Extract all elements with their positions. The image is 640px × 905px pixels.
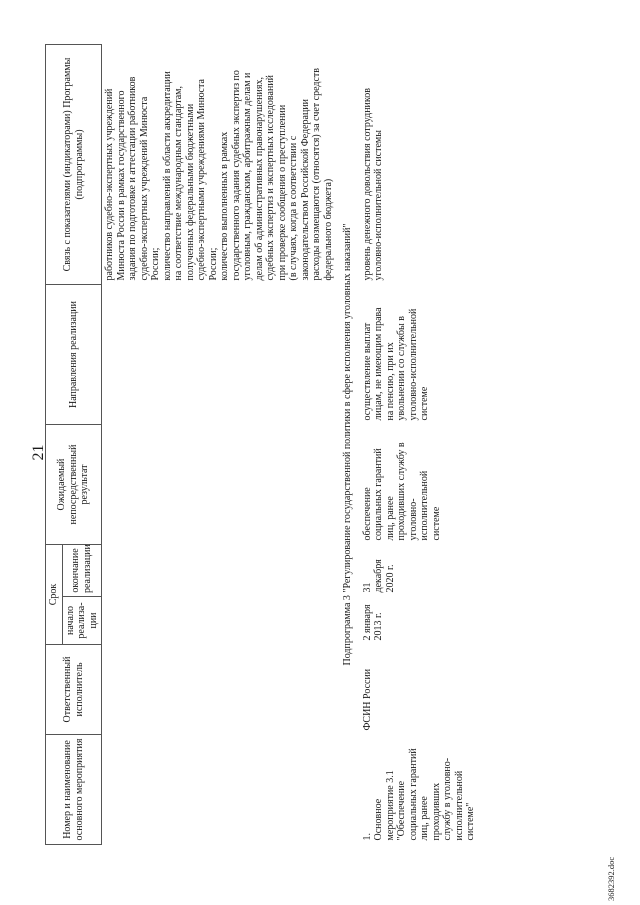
measure-name: 1. Основное мероприятие 3.1 "Обеспечение социальных гарантий лиц, ранее проходивших службу в уголовно- исполнительной системе" — [361, 748, 476, 841]
page-number: 21 — [30, 444, 47, 461]
header-term-end: окончание реализации — [62, 545, 102, 597]
subprogram-row — [336, 45, 360, 845]
table-row — [360, 45, 479, 845]
directions-cell: осуществление выплат лицам, не имеющим права на пенсию, при их увольнении со службы в уголовно-исполнительной системе — [361, 307, 430, 421]
continuation-row — [102, 45, 337, 845]
header-executor: Ответственный исполнитель — [46, 645, 102, 735]
subprogram-title: Подпрограмма 3 "Регулирование государственной политики в сфере исполнения уголовных наказаний" — [342, 223, 353, 666]
header-term: Срок — [46, 545, 63, 645]
program-table — [45, 44, 479, 845]
header-directions: Направления реализации — [46, 285, 102, 425]
header-expected-result: Ожидаемый непосредственный результат — [46, 425, 102, 545]
executor-cell: ФСИН России — [361, 668, 373, 731]
term-end-cell: 31 декабря 2020 г. — [361, 559, 396, 593]
continuation-text: работников судебно-экспертных учреждений Минюста России в рамках государственного задания по подготовке и аттестации работников судебно-экспертных учреждений Минюста России; количество направлений в области аккредитации на соответствие международным стандартам, полученных федеральными бюджетными судебно-экспертными учреждениями Минюста России; количество выполненных в рамках государственного задания судебных экспертиз по уголовным, гражданским, арбитражным делам и делам об административных правонарушениях, судебных экспертиз и экспертных исследований при проверке сообщения о преступлении (в случаях, когда в соответствии с законодательством Российской Федерации расходы возмещаются (относятся) за счет средств федерального бюджета) — [104, 67, 334, 281]
doc-code: 3682392.doc — [606, 856, 616, 901]
header-term-start: начало реализа-ции — [62, 597, 102, 645]
row-number: 1. — [361, 833, 373, 841]
indicator-link-cell: уровень денежного довольствия сотрудников уголовно-исполнительной системы — [361, 88, 384, 281]
header-indicator-link: Связь с показателями (индикаторами) Программы (подпрограммы) — [46, 45, 102, 285]
term-start-cell: 2 января 2013 г. — [361, 604, 384, 641]
table-header — [46, 45, 102, 845]
header-number-name: Номер и наименование основного мероприятия — [46, 735, 102, 845]
expected-result-cell: обеспечение социальных гарантий лиц, ранее проходивших службу в уголовно- исполнительной системе — [361, 442, 442, 541]
